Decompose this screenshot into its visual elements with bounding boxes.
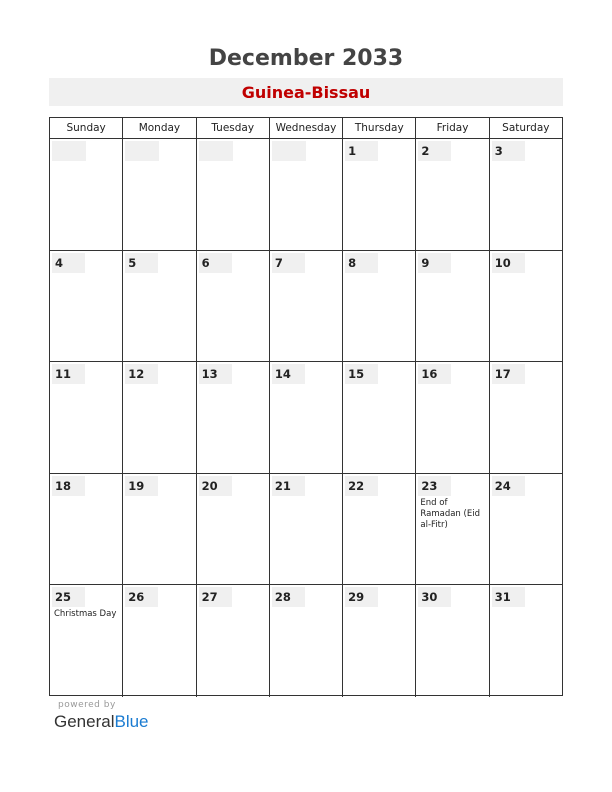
calendar-week (50, 362, 562, 474)
weekday-header: Wednesday (270, 118, 343, 138)
day-number: 13 (199, 364, 232, 384)
day-number: 28 (272, 587, 305, 607)
day-cell (197, 585, 270, 697)
day-cell (490, 139, 562, 250)
day-cell (343, 585, 416, 697)
weekday-header: Thursday (343, 118, 416, 138)
day-number: 9 (418, 253, 451, 273)
day-number: 11 (52, 364, 85, 384)
day-cell (270, 585, 343, 697)
day-cell (270, 362, 343, 473)
day-number: 20 (199, 476, 232, 496)
day-cell (50, 251, 123, 362)
day-cell (197, 362, 270, 473)
day-cell (343, 139, 416, 250)
day-number: 8 (345, 253, 378, 273)
day-number: 2 (418, 141, 451, 161)
day-number (52, 141, 86, 161)
day-cell (490, 362, 562, 473)
day-cell (197, 251, 270, 362)
day-cell (343, 251, 416, 362)
day-number: 7 (272, 253, 305, 273)
day-number: 30 (418, 587, 451, 607)
day-number: 15 (345, 364, 378, 384)
day-number: 26 (125, 587, 158, 607)
country-name: Guinea-Bissau (241, 82, 371, 102)
day-cell (197, 474, 270, 585)
holiday-label: End of Ramadan (Eid al-Fitr) (420, 497, 480, 530)
day-number: 16 (418, 364, 451, 384)
weekday-header-row (50, 118, 562, 139)
day-cell (270, 251, 343, 362)
brand-blue: Blue (114, 712, 149, 731)
powered-by-text: powered by (58, 700, 116, 710)
calendar-week (50, 251, 562, 363)
day-number: 21 (272, 476, 305, 496)
day-number: 10 (492, 253, 525, 273)
calendar-week (50, 474, 562, 586)
day-cell (490, 474, 562, 585)
calendar-week (50, 585, 562, 697)
day-number: 4 (52, 253, 85, 273)
day-cell (416, 474, 489, 585)
calendar-title: December 2033 (208, 46, 404, 71)
day-number: 27 (199, 587, 232, 607)
day-cell (270, 139, 343, 250)
calendar-grid (49, 117, 563, 696)
day-cell (490, 251, 562, 362)
day-number: 19 (125, 476, 158, 496)
day-number: 24 (492, 476, 525, 496)
weekday-header: Monday (123, 118, 196, 138)
day-cell (123, 139, 196, 250)
weekday-header: Saturday (502, 122, 550, 134)
day-number: 29 (345, 587, 378, 607)
day-cell (123, 251, 196, 362)
day-cell (50, 139, 123, 250)
day-cell (123, 474, 196, 585)
day-number: 3 (492, 141, 525, 161)
day-cell (50, 585, 123, 697)
day-cell (490, 585, 562, 697)
day-cell (197, 139, 270, 250)
weekday-header: Sunday (50, 118, 123, 138)
day-number: 25 (52, 587, 85, 607)
day-number: 17 (492, 364, 525, 384)
day-cell (343, 362, 416, 473)
generalblue-logo[interactable] (54, 712, 149, 732)
day-cell (123, 585, 196, 697)
day-cell (50, 474, 123, 585)
day-number: 18 (52, 476, 85, 496)
day-number (272, 141, 306, 161)
day-cell (416, 139, 489, 250)
day-number: 5 (125, 253, 158, 273)
calendar-week (50, 139, 562, 251)
day-cell (123, 362, 196, 473)
day-cell (270, 474, 343, 585)
day-cell (343, 474, 416, 585)
day-cell (416, 585, 489, 697)
weekday-header: Friday (416, 118, 489, 138)
brand-general: General (54, 712, 115, 731)
day-number: 22 (345, 476, 378, 496)
day-number: 23 (418, 476, 451, 496)
weekday-header: Tuesday (197, 118, 270, 138)
day-number (199, 141, 233, 161)
day-number: 14 (272, 364, 305, 384)
day-number: 12 (125, 364, 158, 384)
day-cell (416, 251, 489, 362)
holiday-label: Christmas Day (54, 609, 117, 620)
country-banner (49, 78, 563, 106)
day-cell (416, 362, 489, 473)
day-number: 31 (492, 587, 525, 607)
day-number: 1 (345, 141, 378, 161)
day-number (125, 141, 159, 161)
day-number: 6 (199, 253, 232, 273)
day-cell (50, 362, 123, 473)
